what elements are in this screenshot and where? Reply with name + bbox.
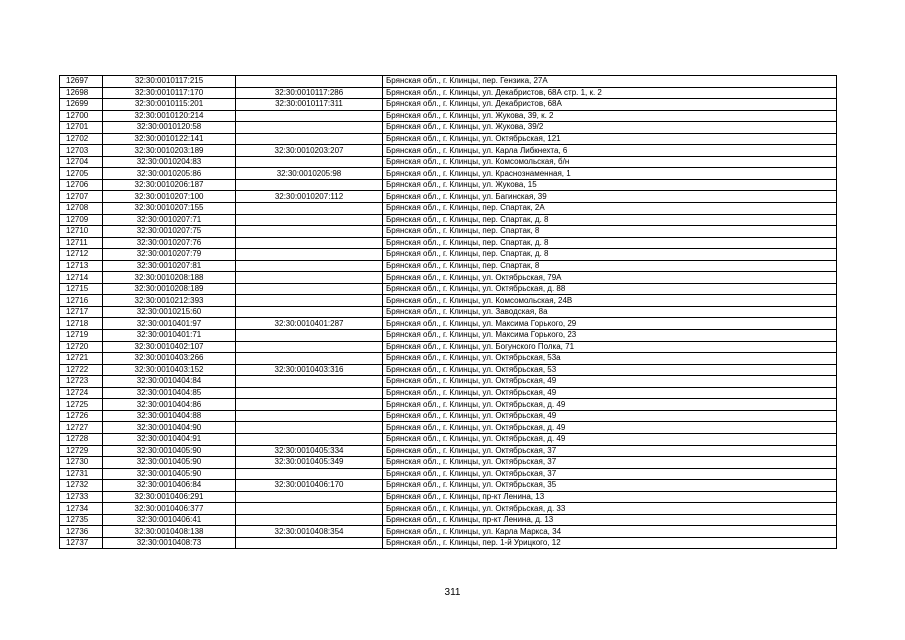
table-row xyxy=(60,76,837,88)
row-number-cell: 12733 xyxy=(60,491,103,503)
cadastral-number-cell: 32:30:0010115:201 xyxy=(103,99,236,111)
row-number-cell: 12719 xyxy=(60,330,103,342)
address-cell: Брянская обл., г. Клинцы, ул. Карла Либкнехта, 6 xyxy=(383,145,837,157)
table-row xyxy=(60,156,837,168)
table-row xyxy=(60,537,837,549)
parent-cadastral-number-cell xyxy=(236,330,383,342)
parent-cadastral-number-cell: 32:30:0010117:286 xyxy=(236,87,383,99)
row-number-cell: 12699 xyxy=(60,99,103,111)
address-cell: Брянская обл., г. Клинцы, ул. Октябрьская, 121 xyxy=(383,133,837,145)
row-number-cell: 12730 xyxy=(60,457,103,469)
parent-cadastral-number-cell: 32:30:0010406:170 xyxy=(236,480,383,492)
table-row xyxy=(60,318,837,330)
row-number-cell: 12732 xyxy=(60,480,103,492)
cadastral-number-cell: 32:30:0010408:138 xyxy=(103,526,236,538)
address-cell: Брянская обл., г. Клинцы, ул. Декабристов, 68А стр. 1, к. 2 xyxy=(383,87,837,99)
row-number-cell: 12729 xyxy=(60,445,103,457)
table-row xyxy=(60,133,837,145)
row-number-cell: 12718 xyxy=(60,318,103,330)
registry-table xyxy=(59,75,837,549)
address-cell: Брянская обл., г. Клинцы, ул. Октябрьская, 49 xyxy=(383,376,837,388)
cadastral-number-cell: 32:30:0010207:76 xyxy=(103,237,236,249)
table-row xyxy=(60,145,837,157)
address-cell: Брянская обл., г. Клинцы, ул. Комсомольская, 24В xyxy=(383,295,837,307)
row-number-cell: 12728 xyxy=(60,433,103,445)
cadastral-number-cell: 32:30:0010208:188 xyxy=(103,272,236,284)
row-number-cell: 12697 xyxy=(60,76,103,88)
row-number-cell: 12725 xyxy=(60,399,103,411)
table-row xyxy=(60,179,837,191)
table-row xyxy=(60,445,837,457)
address-cell: Брянская обл., г. Клинцы, ул. Максима Горького, 29 xyxy=(383,318,837,330)
table-row xyxy=(60,364,837,376)
address-cell: Брянская обл., г. Клинцы, ул. Октябрьская, д. 49 xyxy=(383,433,837,445)
address-cell: Брянская обл., г. Клинцы, ул. Октябрьская, д. 88 xyxy=(383,283,837,295)
registry-body xyxy=(60,76,837,549)
row-number-cell: 12731 xyxy=(60,468,103,480)
cadastral-number-cell: 32:30:0010401:71 xyxy=(103,330,236,342)
cadastral-number-cell: 32:30:0010405:90 xyxy=(103,445,236,457)
cadastral-number-cell: 32:30:0010207:71 xyxy=(103,214,236,226)
address-cell: Брянская обл., г. Клинцы, пер. Спартак, 8 xyxy=(383,226,837,238)
address-cell: Брянская обл., г. Клинцы, ул. Багинская, 39 xyxy=(383,191,837,203)
row-number-cell: 12704 xyxy=(60,156,103,168)
parent-cadastral-number-cell xyxy=(236,341,383,353)
parent-cadastral-number-cell xyxy=(236,110,383,122)
row-number-cell: 12716 xyxy=(60,295,103,307)
cadastral-number-cell: 32:30:0010204:83 xyxy=(103,156,236,168)
address-cell: Брянская обл., г. Клинцы, пер. Гензика, 27А xyxy=(383,76,837,88)
table-row xyxy=(60,410,837,422)
row-number-cell: 12703 xyxy=(60,145,103,157)
parent-cadastral-number-cell xyxy=(236,306,383,318)
address-cell: Брянская обл., г. Клинцы, пер. Спартак, д. 8 xyxy=(383,214,837,226)
address-cell: Брянская обл., г. Клинцы, ул. Максима Горького, 23 xyxy=(383,330,837,342)
row-number-cell: 12707 xyxy=(60,191,103,203)
row-number-cell: 12724 xyxy=(60,387,103,399)
table-row xyxy=(60,214,837,226)
address-cell: Брянская обл., г. Клинцы, ул. Октябрьская, д. 49 xyxy=(383,399,837,411)
cadastral-number-cell: 32:30:0010403:152 xyxy=(103,364,236,376)
cadastral-number-cell: 32:30:0010205:86 xyxy=(103,168,236,180)
parent-cadastral-number-cell: 32:30:0010408:354 xyxy=(236,526,383,538)
parent-cadastral-number-cell xyxy=(236,76,383,88)
parent-cadastral-number-cell xyxy=(236,422,383,434)
table-row xyxy=(60,249,837,261)
parent-cadastral-number-cell: 32:30:0010203:207 xyxy=(236,145,383,157)
table-row xyxy=(60,272,837,284)
table-row xyxy=(60,503,837,515)
table-row xyxy=(60,237,837,249)
cadastral-number-cell: 32:30:0010405:90 xyxy=(103,457,236,469)
parent-cadastral-number-cell: 32:30:0010403:316 xyxy=(236,364,383,376)
cadastral-number-cell: 32:30:0010405:90 xyxy=(103,468,236,480)
parent-cadastral-number-cell xyxy=(236,514,383,526)
parent-cadastral-number-cell xyxy=(236,214,383,226)
row-number-cell: 12736 xyxy=(60,526,103,538)
parent-cadastral-number-cell xyxy=(236,237,383,249)
address-cell: Брянская обл., г. Клинцы, ул. Октябрьская, 49 xyxy=(383,387,837,399)
parent-cadastral-number-cell xyxy=(236,503,383,515)
cadastral-number-cell: 32:30:0010404:86 xyxy=(103,399,236,411)
cadastral-number-cell: 32:30:0010215:60 xyxy=(103,306,236,318)
row-number-cell: 12734 xyxy=(60,503,103,515)
cadastral-number-cell: 32:30:0010207:79 xyxy=(103,249,236,261)
row-number-cell: 12705 xyxy=(60,168,103,180)
table-row xyxy=(60,514,837,526)
cadastral-number-cell: 32:30:0010406:84 xyxy=(103,480,236,492)
address-cell: Брянская обл., г. Клинцы, пр-кт Ленина, д. 13 xyxy=(383,514,837,526)
row-number-cell: 12715 xyxy=(60,283,103,295)
address-cell: Брянская обл., г. Клинцы, пер. Спартак, 2А xyxy=(383,203,837,215)
cadastral-number-cell: 32:30:0010207:155 xyxy=(103,203,236,215)
row-number-cell: 12713 xyxy=(60,260,103,272)
parent-cadastral-number-cell xyxy=(236,537,383,549)
cadastral-number-cell: 32:30:0010208:189 xyxy=(103,283,236,295)
table-row xyxy=(60,387,837,399)
parent-cadastral-number-cell xyxy=(236,468,383,480)
table-row xyxy=(60,468,837,480)
parent-cadastral-number-cell xyxy=(236,122,383,134)
table-row xyxy=(60,226,837,238)
page-number: 311 xyxy=(444,587,461,598)
cadastral-number-cell: 32:30:0010404:85 xyxy=(103,387,236,399)
row-number-cell: 12720 xyxy=(60,341,103,353)
row-number-cell: 12711 xyxy=(60,237,103,249)
cadastral-number-cell: 32:30:0010404:90 xyxy=(103,422,236,434)
address-cell: Брянская обл., г. Клинцы, ул. Октябрьская, 53а xyxy=(383,353,837,365)
table-row xyxy=(60,306,837,318)
cadastral-number-cell: 32:30:0010117:170 xyxy=(103,87,236,99)
cadastral-number-cell: 32:30:0010406:291 xyxy=(103,491,236,503)
address-cell: Брянская обл., г. Клинцы, пер. Спартак, д. 8 xyxy=(383,237,837,249)
row-number-cell: 12710 xyxy=(60,226,103,238)
table-row xyxy=(60,330,837,342)
cadastral-number-cell: 32:30:0010117:215 xyxy=(103,76,236,88)
parent-cadastral-number-cell xyxy=(236,179,383,191)
table-row xyxy=(60,191,837,203)
row-number-cell: 12706 xyxy=(60,179,103,191)
table-row xyxy=(60,122,837,134)
cadastral-number-cell: 32:30:0010408:73 xyxy=(103,537,236,549)
cadastral-number-cell: 32:30:0010406:41 xyxy=(103,514,236,526)
cadastral-number-cell: 32:30:0010404:84 xyxy=(103,376,236,388)
cadastral-number-cell: 32:30:0010207:81 xyxy=(103,260,236,272)
cadastral-number-cell: 32:30:0010203:189 xyxy=(103,145,236,157)
parent-cadastral-number-cell: 32:30:0010205:98 xyxy=(236,168,383,180)
parent-cadastral-number-cell xyxy=(236,433,383,445)
table-row xyxy=(60,433,837,445)
row-number-cell: 12727 xyxy=(60,422,103,434)
address-cell: Брянская обл., г. Клинцы, ул. Октябрьская, д. 33 xyxy=(383,503,837,515)
parent-cadastral-number-cell xyxy=(236,491,383,503)
address-cell: Брянская обл., г. Клинцы, ул. Жукова, 39/2 xyxy=(383,122,837,134)
parent-cadastral-number-cell xyxy=(236,203,383,215)
parent-cadastral-number-cell xyxy=(236,353,383,365)
address-cell: Брянская обл., г. Клинцы, ул. Декабристов, 68А xyxy=(383,99,837,111)
table-row xyxy=(60,283,837,295)
parent-cadastral-number-cell: 32:30:0010207:112 xyxy=(236,191,383,203)
address-cell: Брянская обл., г. Клинцы, ул. Октябрьская, 35 xyxy=(383,480,837,492)
address-cell: Брянская обл., г. Клинцы, ул. Комсомольская, б/н xyxy=(383,156,837,168)
table-row xyxy=(60,353,837,365)
address-cell: Брянская обл., г. Клинцы, ул. Октябрьская, 37 xyxy=(383,445,837,457)
row-number-cell: 12712 xyxy=(60,249,103,261)
table-row xyxy=(60,295,837,307)
address-cell: Брянская обл., г. Клинцы, ул. Карла Маркса, 34 xyxy=(383,526,837,538)
parent-cadastral-number-cell xyxy=(236,272,383,284)
row-number-cell: 12721 xyxy=(60,353,103,365)
cadastral-number-cell: 32:30:0010120:58 xyxy=(103,122,236,134)
row-number-cell: 12708 xyxy=(60,203,103,215)
parent-cadastral-number-cell xyxy=(236,133,383,145)
parent-cadastral-number-cell: 32:30:0010401:287 xyxy=(236,318,383,330)
row-number-cell: 12726 xyxy=(60,410,103,422)
cadastral-number-cell: 32:30:0010206:187 xyxy=(103,179,236,191)
row-number-cell: 12722 xyxy=(60,364,103,376)
parent-cadastral-number-cell: 32:30:0010405:349 xyxy=(236,457,383,469)
address-cell: Брянская обл., г. Клинцы, ул. Октябрьская, 49 xyxy=(383,410,837,422)
table-row xyxy=(60,168,837,180)
table-row xyxy=(60,491,837,503)
address-cell: Брянская обл., г. Клинцы, ул. Октябрьская, 79А xyxy=(383,272,837,284)
row-number-cell: 12735 xyxy=(60,514,103,526)
table-row xyxy=(60,399,837,411)
address-cell: Брянская обл., г. Клинцы, пер. Спартак, 8 xyxy=(383,260,837,272)
row-number-cell: 12709 xyxy=(60,214,103,226)
address-cell: Брянская обл., г. Клинцы, ул. Богунского Полка, 71 xyxy=(383,341,837,353)
cadastral-number-cell: 32:30:0010406:377 xyxy=(103,503,236,515)
parent-cadastral-number-cell xyxy=(236,249,383,261)
cadastral-number-cell: 32:30:0010207:75 xyxy=(103,226,236,238)
parent-cadastral-number-cell xyxy=(236,410,383,422)
row-number-cell: 12717 xyxy=(60,306,103,318)
table-row xyxy=(60,87,837,99)
address-cell: Брянская обл., г. Клинцы, ул. Заводская, 8а xyxy=(383,306,837,318)
cadastral-number-cell: 32:30:0010404:88 xyxy=(103,410,236,422)
cadastral-number-cell: 32:30:0010401:97 xyxy=(103,318,236,330)
table-row xyxy=(60,480,837,492)
parent-cadastral-number-cell xyxy=(236,376,383,388)
parent-cadastral-number-cell xyxy=(236,399,383,411)
cadastral-number-cell: 32:30:0010403:266 xyxy=(103,353,236,365)
address-cell: Брянская обл., г. Клинцы, ул. Октябрьская, 53 xyxy=(383,364,837,376)
row-number-cell: 12737 xyxy=(60,537,103,549)
cadastral-number-cell: 32:30:0010120:214 xyxy=(103,110,236,122)
parent-cadastral-number-cell xyxy=(236,226,383,238)
table-row xyxy=(60,99,837,111)
row-number-cell: 12723 xyxy=(60,376,103,388)
row-number-cell: 12702 xyxy=(60,133,103,145)
parent-cadastral-number-cell: 32:30:0010405:334 xyxy=(236,445,383,457)
address-cell: Брянская обл., г. Клинцы, ул. Октябрьская, 37 xyxy=(383,468,837,480)
table-row xyxy=(60,203,837,215)
address-cell: Брянская обл., г. Клинцы, пер. 1-й Урицкого, 12 xyxy=(383,537,837,549)
cadastral-number-cell: 32:30:0010122:141 xyxy=(103,133,236,145)
parent-cadastral-number-cell xyxy=(236,387,383,399)
parent-cadastral-number-cell xyxy=(236,260,383,272)
address-cell: Брянская обл., г. Клинцы, ул. Краснознаменная, 1 xyxy=(383,168,837,180)
cadastral-number-cell: 32:30:0010207:100 xyxy=(103,191,236,203)
row-number-cell: 12701 xyxy=(60,122,103,134)
table-row xyxy=(60,422,837,434)
address-cell: Брянская обл., г. Клинцы, пр-кт Ленина, 13 xyxy=(383,491,837,503)
table-row xyxy=(60,341,837,353)
table-row xyxy=(60,110,837,122)
address-cell: Брянская обл., г. Клинцы, ул. Октябрьская, д. 49 xyxy=(383,422,837,434)
address-cell: Брянская обл., г. Клинцы, ул. Жукова, 15 xyxy=(383,179,837,191)
address-cell: Брянская обл., г. Клинцы, ул. Жукова, 39, к. 2 xyxy=(383,110,837,122)
parent-cadastral-number-cell xyxy=(236,156,383,168)
table-row xyxy=(60,376,837,388)
parent-cadastral-number-cell xyxy=(236,283,383,295)
table-row xyxy=(60,457,837,469)
address-cell: Брянская обл., г. Клинцы, пер. Спартак, д. 8 xyxy=(383,249,837,261)
cadastral-number-cell: 32:30:0010212:393 xyxy=(103,295,236,307)
parent-cadastral-number-cell xyxy=(236,295,383,307)
row-number-cell: 12698 xyxy=(60,87,103,99)
address-cell: Брянская обл., г. Клинцы, ул. Октябрьская, 37 xyxy=(383,457,837,469)
table-row xyxy=(60,260,837,272)
row-number-cell: 12700 xyxy=(60,110,103,122)
table-row xyxy=(60,526,837,538)
cadastral-number-cell: 32:30:0010404:91 xyxy=(103,433,236,445)
parent-cadastral-number-cell: 32:30:0010117:311 xyxy=(236,99,383,111)
cadastral-number-cell: 32:30:0010402:107 xyxy=(103,341,236,353)
row-number-cell: 12714 xyxy=(60,272,103,284)
